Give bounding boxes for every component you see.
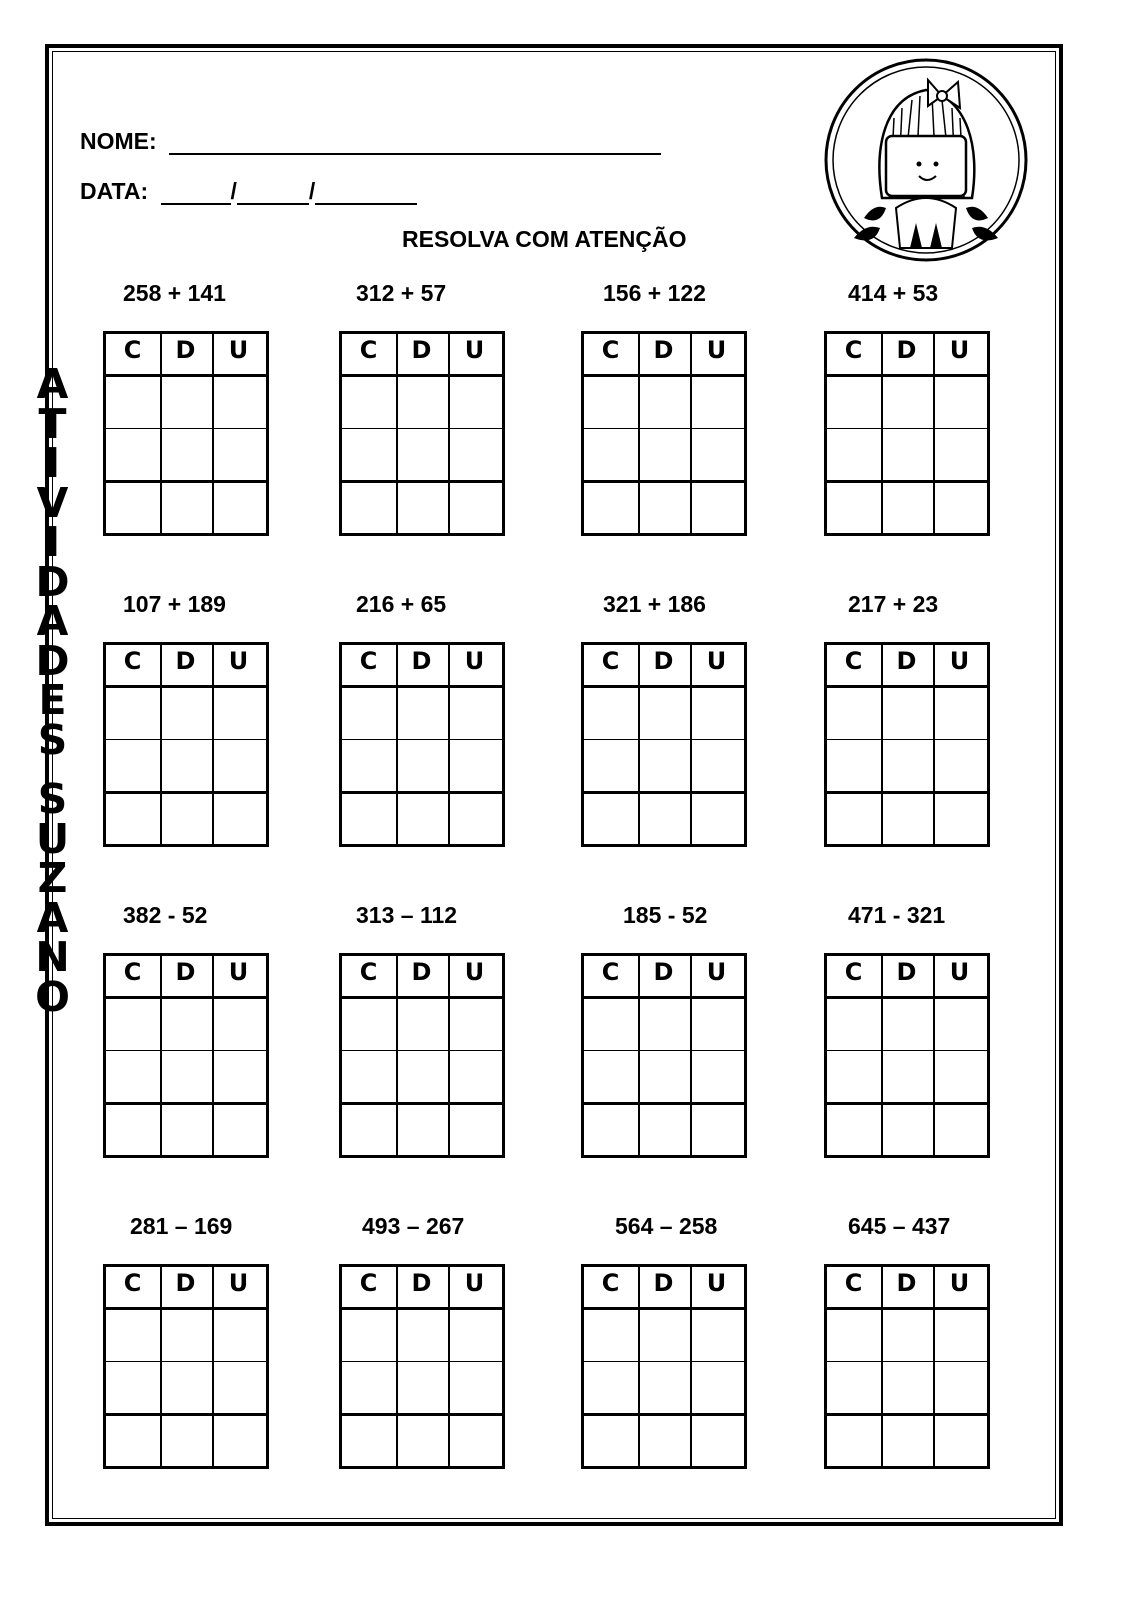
- grid-divider: [212, 956, 214, 1155]
- problem-expression: 493 – 267: [362, 1213, 465, 1239]
- grid-header-c: C: [123, 1269, 142, 1297]
- grid-divider: [448, 334, 450, 533]
- grid-header-d: D: [653, 336, 674, 364]
- grid-row-line: [106, 1361, 266, 1362]
- grid-header-u: U: [706, 958, 727, 986]
- grid-result-line: [827, 1413, 987, 1416]
- grid-header-d: D: [653, 647, 674, 675]
- grid-header-c: C: [359, 336, 378, 364]
- grid-header-u: U: [949, 1269, 970, 1297]
- cdu-answer-grid[interactable]: [103, 953, 269, 1158]
- grid-divider: [881, 956, 883, 1155]
- problem-expression: 312 + 57: [356, 280, 447, 306]
- grid-divider: [212, 1267, 214, 1466]
- grid-row-line: [827, 1361, 987, 1362]
- side-letter: S: [37, 775, 68, 823]
- grid-divider: [933, 645, 935, 844]
- grid-divider: [690, 645, 692, 844]
- grid-header-c: C: [359, 647, 378, 675]
- grid-row-line: [342, 428, 502, 429]
- problem-expression: 321 + 186: [603, 591, 706, 617]
- problem-expression: 185 - 52: [623, 902, 708, 928]
- problem-expression: 471 - 321: [848, 902, 946, 928]
- grid-header-d: D: [175, 336, 196, 364]
- grid-result-line: [584, 1413, 744, 1416]
- cdu-answer-grid[interactable]: [339, 953, 505, 1158]
- date-day-blank[interactable]: [161, 203, 231, 205]
- grid-divider: [212, 334, 214, 533]
- grid-row-line: [827, 1050, 987, 1051]
- grid-divider: [448, 956, 450, 1155]
- side-letter: D: [35, 557, 70, 606]
- grid-header-u: U: [228, 336, 249, 364]
- grid-divider: [638, 645, 640, 844]
- date-month-blank[interactable]: [237, 203, 309, 205]
- grid-row-line: [827, 428, 987, 429]
- grid-header-u: U: [228, 647, 249, 675]
- side-letter: E: [38, 676, 67, 724]
- cdu-answer-grid[interactable]: [581, 953, 747, 1158]
- grid-header-c: C: [359, 1269, 378, 1297]
- side-letter: D: [35, 636, 70, 685]
- grid-header-d: D: [411, 958, 432, 986]
- grid-result-line: [584, 791, 744, 794]
- grid-header-d: D: [653, 1269, 674, 1297]
- grid-divider: [881, 645, 883, 844]
- side-letter: V: [36, 478, 69, 527]
- grid-result-line: [342, 480, 502, 483]
- date-label: DATA:: [80, 178, 149, 204]
- grid-divider: [396, 645, 398, 844]
- cdu-answer-grid[interactable]: [581, 1264, 747, 1469]
- grid-header-d: D: [175, 1269, 196, 1297]
- vertical-brand-text: [25, 360, 80, 1021]
- grid-row-line: [584, 739, 744, 740]
- grid-result-line: [584, 1102, 744, 1105]
- side-letter: N: [35, 933, 70, 981]
- problem-expression: 313 – 112: [356, 902, 458, 928]
- problem-expression: 281 – 169: [130, 1213, 233, 1239]
- grid-divider: [933, 334, 935, 533]
- grid-result-line: [106, 1413, 266, 1416]
- grid-result-line: [342, 1102, 502, 1105]
- grid-result-line: [106, 791, 266, 794]
- problem-expression: 414 + 53: [848, 280, 939, 306]
- cdu-answer-grid[interactable]: [824, 1264, 990, 1469]
- grid-header-d: D: [896, 336, 917, 364]
- cdu-answer-grid[interactable]: [339, 642, 505, 847]
- name-label: NOME:: [80, 128, 157, 154]
- girl-character-icon: [824, 58, 1028, 262]
- cdu-answer-grid[interactable]: [824, 953, 990, 1158]
- grid-header-d: D: [411, 1269, 432, 1297]
- grid-divider: [690, 334, 692, 533]
- name-field[interactable]: [80, 128, 661, 155]
- grid-result-line: [106, 480, 266, 483]
- side-letter: A: [36, 360, 69, 408]
- grid-result-line: [827, 480, 987, 483]
- grid-divider: [448, 645, 450, 844]
- grid-divider: [448, 1267, 450, 1466]
- grid-row-line: [342, 739, 502, 740]
- grid-divider: [396, 334, 398, 533]
- grid-header-d: D: [411, 647, 432, 675]
- grid-divider: [690, 1267, 692, 1466]
- grid-header-c: C: [844, 647, 863, 675]
- grid-header-c: C: [601, 336, 620, 364]
- side-letter: A: [36, 893, 69, 942]
- grid-row-line: [342, 1050, 502, 1051]
- grid-header-c: C: [601, 958, 620, 986]
- worksheet-title: RESOLVA COM ATENÇÃO: [402, 226, 687, 252]
- grid-row-line: [584, 1050, 744, 1051]
- problem-expression: 156 + 122: [603, 280, 706, 306]
- grid-header-u: U: [464, 647, 485, 675]
- grid-divider: [690, 956, 692, 1155]
- grid-header-d: D: [411, 336, 432, 364]
- grid-header-c: C: [844, 336, 863, 364]
- grid-divider: [160, 956, 162, 1155]
- grid-result-line: [584, 480, 744, 483]
- grid-divider: [881, 1267, 883, 1466]
- side-letter: U: [35, 814, 70, 863]
- grid-result-line: [106, 1102, 266, 1105]
- grid-result-line: [342, 1413, 502, 1416]
- grid-header-u: U: [949, 958, 970, 986]
- problem-expression: 564 – 258: [615, 1213, 718, 1239]
- cdu-answer-grid[interactable]: [103, 331, 269, 536]
- grid-header-u: U: [706, 1269, 727, 1297]
- cdu-answer-grid[interactable]: [581, 331, 747, 536]
- grid-row-line: [827, 739, 987, 740]
- problem-expression: 217 + 23: [848, 591, 939, 617]
- grid-row-line: [106, 428, 266, 429]
- grid-divider: [160, 334, 162, 533]
- grid-divider: [638, 956, 640, 1155]
- date-separator: /: [230, 178, 237, 204]
- grid-divider: [638, 1267, 640, 1466]
- grid-divider: [933, 956, 935, 1155]
- grid-header-u: U: [706, 336, 727, 364]
- grid-divider: [638, 334, 640, 533]
- grid-row-line: [106, 1050, 266, 1051]
- side-letter: I: [44, 518, 61, 566]
- grid-row-line: [584, 1361, 744, 1362]
- cdu-answer-grid[interactable]: [824, 331, 990, 536]
- grid-header-u: U: [228, 958, 249, 986]
- grid-header-u: U: [949, 336, 970, 364]
- date-field[interactable]: [80, 178, 417, 205]
- name-blank-line[interactable]: [169, 153, 661, 155]
- grid-result-line: [342, 791, 502, 794]
- grid-divider: [396, 956, 398, 1155]
- grid-result-line: [827, 1102, 987, 1105]
- grid-header-c: C: [601, 1269, 620, 1297]
- side-letter: I: [44, 439, 61, 487]
- grid-divider: [396, 1267, 398, 1466]
- grid-divider: [160, 645, 162, 844]
- grid-header-c: C: [123, 336, 142, 364]
- grid-header-c: C: [123, 647, 142, 675]
- side-letter: A: [36, 597, 69, 645]
- grid-header-c: C: [844, 958, 863, 986]
- grid-header-d: D: [896, 647, 917, 675]
- grid-header-d: D: [896, 958, 917, 986]
- side-letter: O: [35, 972, 70, 1021]
- grid-divider: [933, 1267, 935, 1466]
- cdu-answer-grid[interactable]: [339, 331, 505, 536]
- grid-header-c: C: [359, 958, 378, 986]
- grid-row-line: [584, 428, 744, 429]
- problem-expression: 382 - 52: [123, 902, 208, 928]
- side-letter: S: [37, 715, 68, 764]
- grid-row-line: [342, 1361, 502, 1362]
- grid-header-u: U: [706, 647, 727, 675]
- problem-expression: 645 – 437: [848, 1213, 951, 1239]
- grid-divider: [160, 1267, 162, 1466]
- grid-header-u: U: [464, 958, 485, 986]
- cdu-answer-grid[interactable]: [103, 1264, 269, 1469]
- grid-header-d: D: [175, 647, 196, 675]
- grid-header-c: C: [601, 647, 620, 675]
- problem-expression: 107 + 189: [123, 591, 226, 617]
- problem-expression: 216 + 65: [356, 591, 447, 617]
- grid-header-d: D: [653, 958, 674, 986]
- grid-row-line: [106, 739, 266, 740]
- grid-header-u: U: [228, 1269, 249, 1297]
- side-letter: Z: [37, 854, 68, 902]
- grid-header-d: D: [175, 958, 196, 986]
- cdu-answer-grid[interactable]: [339, 1264, 505, 1469]
- date-year-blank[interactable]: [315, 203, 417, 205]
- side-letter: T: [38, 399, 67, 448]
- grid-result-line: [827, 791, 987, 794]
- grid-divider: [212, 645, 214, 844]
- grid-header-c: C: [844, 1269, 863, 1297]
- date-separator: /: [308, 178, 316, 204]
- cdu-answer-grid[interactable]: [581, 642, 747, 847]
- grid-header-u: U: [464, 336, 485, 364]
- cdu-answer-grid[interactable]: [824, 642, 990, 847]
- grid-divider: [881, 334, 883, 533]
- grid-header-u: U: [949, 647, 970, 675]
- grid-header-c: C: [123, 958, 142, 986]
- problem-expression: 258 + 141: [123, 280, 226, 306]
- grid-header-d: D: [896, 1269, 917, 1297]
- cdu-answer-grid[interactable]: [103, 642, 269, 847]
- grid-header-u: U: [464, 1269, 485, 1297]
